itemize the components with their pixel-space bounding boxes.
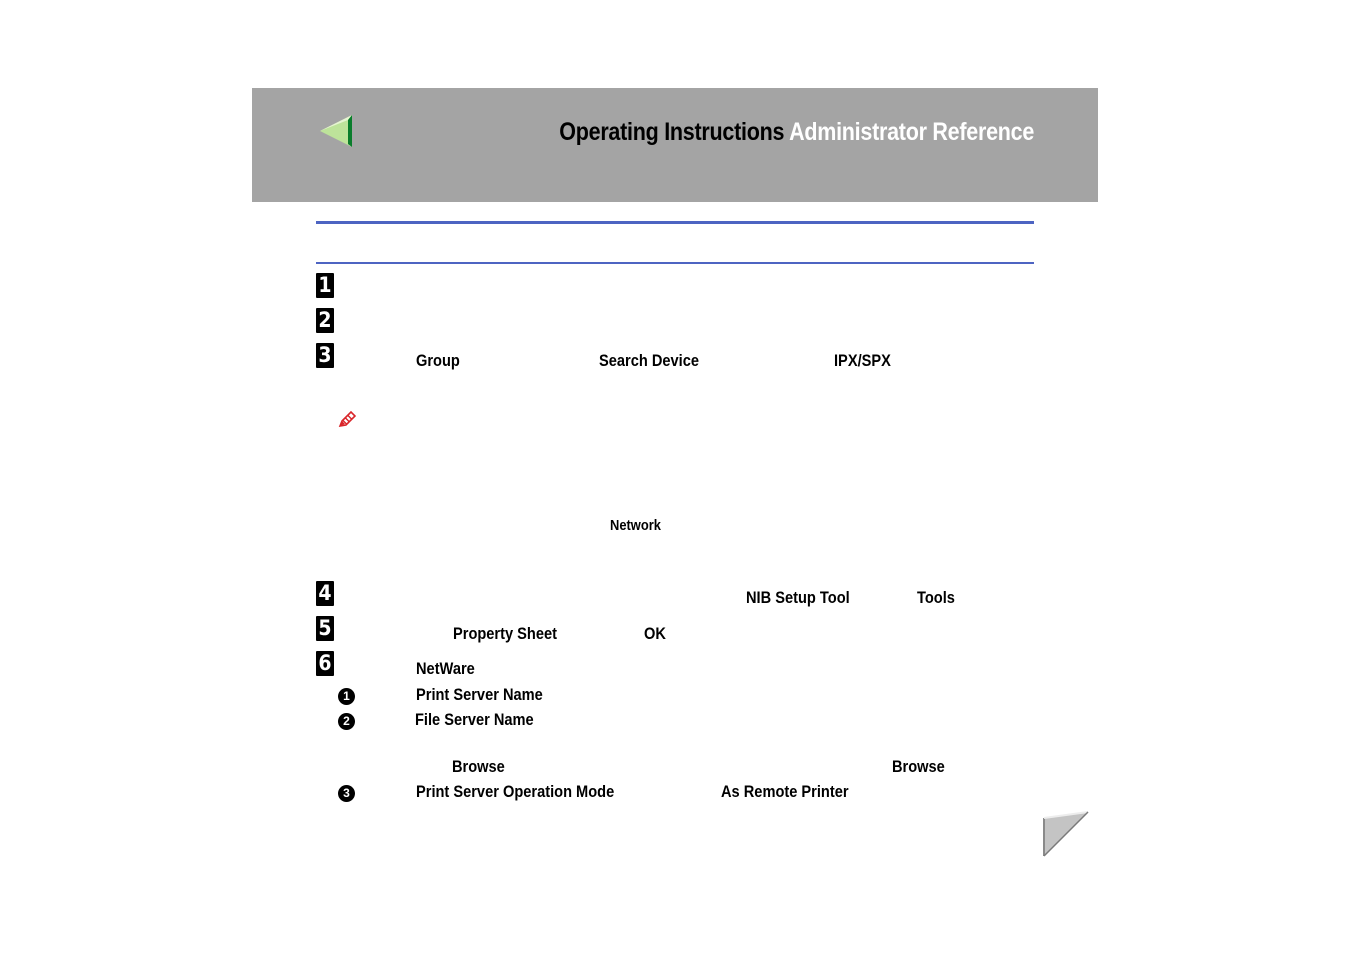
substep-number-3: 3 [338,785,355,802]
page-curl-next-icon [1038,810,1090,858]
step-number-3: 3 [316,343,334,368]
triangle-left-icon [318,114,354,150]
step-number-5: 5 [316,616,334,641]
title-rule-top [316,221,1034,224]
term-browse-2: Browse [892,757,945,776]
term-print-server-name: Print Server Name [416,685,543,704]
term-group: Group [416,351,460,370]
term-nib-setup-tool: NIB Setup Tool [746,588,850,607]
substep-number-1: 1 [338,688,355,705]
term-network: Network [610,517,661,534]
term-browse-1: Browse [452,757,505,776]
term-property-sheet: Property Sheet [453,624,558,643]
term-ok: OK [644,624,666,643]
term-file-server-name: File Server Name [415,710,534,729]
term-print-server-operation-mode: Print Server Operation Mode [416,782,615,801]
term-netware: NetWare [416,659,475,678]
title-sub: Administrator Reference [789,118,1034,146]
step-number-2: 2 [316,308,334,333]
back-button[interactable] [318,114,354,150]
term-as-remote-printer: As Remote Printer [721,782,849,801]
term-search-device: Search Device [599,351,699,370]
step-number-6: 6 [316,651,334,676]
term-ipx-spx: IPX/SPX [834,351,891,370]
step-number-1: 1 [316,273,334,298]
title-main: Operating Instructions [559,118,785,146]
title-rule-bottom [316,262,1034,264]
step-number-4: 4 [316,581,334,606]
next-page-button[interactable] [1038,810,1090,858]
pencil-note-icon [337,409,357,429]
substep-number-2: 2 [338,713,355,730]
page-title [559,118,1034,147]
term-tools: Tools [917,588,955,607]
